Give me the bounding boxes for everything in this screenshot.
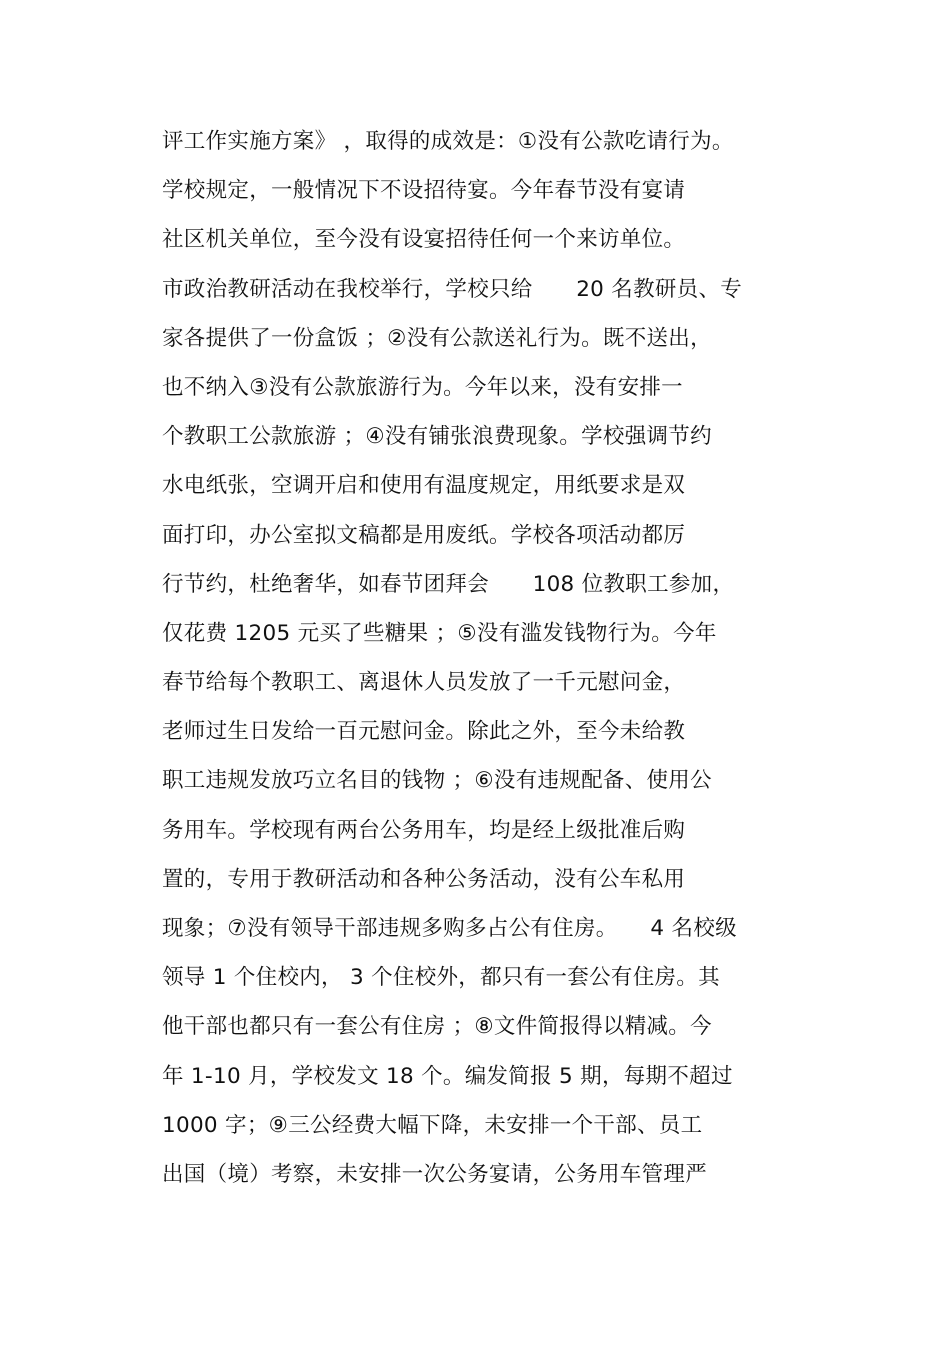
text-line: 评工作实施方案》 ，取得的成效是：①没有公款吃请行为。 xyxy=(162,129,734,154)
text-line: 也不纳入③没有公款旅游行为。今年以来，没有安排一 xyxy=(162,374,683,400)
text-line: 个教职工公款旅游 ；④没有铺张浪费现象。学校强调节约 xyxy=(162,424,712,450)
text-line: 仅花费 1205 元买了些糖果 ；⑤没有滥发钱物行为。今年 xyxy=(162,620,717,646)
text-line: 职工违规发放巧立名目的钱物 ；⑥没有违规配备、使用公 xyxy=(162,768,712,794)
text-line: 市政治教研活动在我校举行，学校只给 20 名教研员、专 xyxy=(162,276,743,302)
text-line: 春节给每个教职工、离退休人员发放了一千元慰问金， xyxy=(162,670,686,696)
text-line: 学校规定，一般情况下不设招待宴。今年春节没有宴请 xyxy=(162,178,686,204)
text-line: 他干部也都只有一套公有住房 ；⑧文件简报得以精减。今 xyxy=(162,1014,712,1040)
text-line: 现象；⑦没有领导干部违规多购多占公有住房。 4 名校级 xyxy=(162,916,737,941)
text-line: 水电纸张，空调开启和使用有温度规定，用纸要求是双 xyxy=(162,473,686,499)
text-line: 务用车。学校现有两台公务用车，均是经上级批准后购 xyxy=(162,817,686,843)
body-text xyxy=(162,122,802,1204)
text-line: 出国（境）考察，未安排一次公务宴请，公务用车管理严 xyxy=(162,1161,708,1187)
text-line: 置的，专用于教研活动和各种公务活动，没有公车私用 xyxy=(162,866,686,892)
text-line: 年 1-10 月，学校发文 18 个。编发简报 5 期，每期不超过 xyxy=(162,1063,733,1089)
text-line: 老师过生日发给一百元慰问金。除此之外，至今未给教 xyxy=(162,719,686,745)
text-line: 家各提供了一份盒饭 ；②没有公款送礼行为。既不送出， xyxy=(162,325,712,351)
text-line: 领导 1 个住校内， 3 个住校外，都只有一套公有住房。其 xyxy=(162,965,720,991)
text-line: 面打印，办公室拟文稿都是用废纸。学校各项活动都厉 xyxy=(162,522,686,548)
text-line: 行节约，杜绝奢华，如春节团拜会 108 位教职工参加， xyxy=(162,571,735,597)
text-line: 1000 字；⑨三公经费大幅下降，未安排一个干部、员工 xyxy=(162,1112,703,1138)
text-line: 社区机关单位，至今没有设宴招待任何一个来访单位。 xyxy=(162,227,686,253)
